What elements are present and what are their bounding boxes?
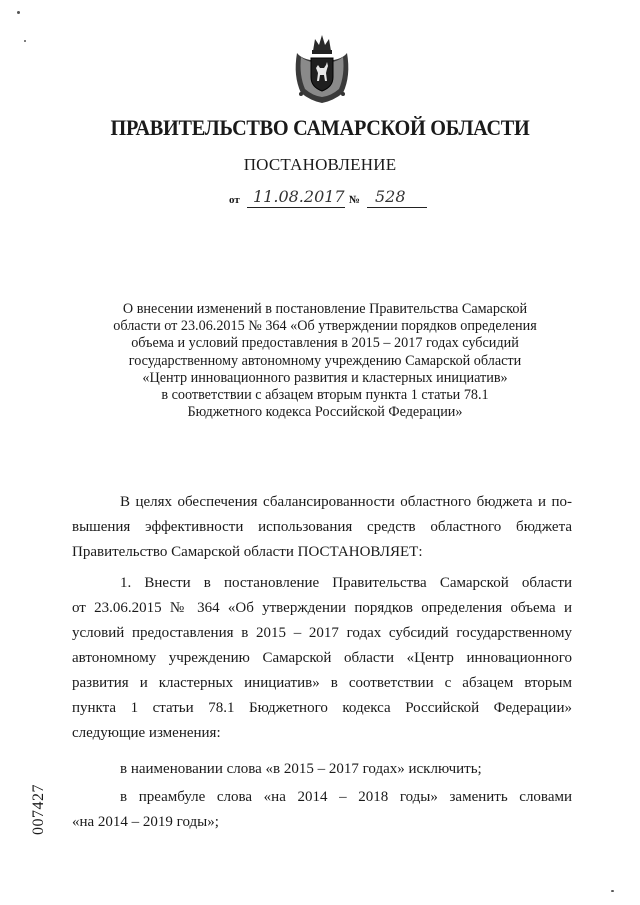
date-handwritten: 11.08.2017 [253, 187, 345, 206]
document-type: ПОСТАНОВЛЕНИЕ [243, 155, 397, 174]
subject-line: «Центр инновационного развития и кластерных инициатив» [142, 369, 508, 386]
preamble-line: вышения эффективности использования средств областного бюджета [72, 519, 572, 535]
date-prefix: от [229, 194, 240, 206]
scan-speck [17, 11, 20, 14]
number-prefix: № [349, 194, 361, 206]
date-underline [247, 207, 345, 208]
item1-line: от 23.06.2015 № 364 «Об утверждении порядков определения объема и [72, 600, 572, 616]
change2-line: «на 2014 – 2019 годы»; [72, 814, 219, 830]
item1-line: автономному учреждению Самарской области «Центр инновационного [72, 650, 572, 666]
preamble-line: В целях обеспечения сбалансированности областного бюджета и по- [120, 494, 572, 510]
preamble-line: Правительство Самарской области ПОСТАНОВЛЯЕТ: [72, 544, 423, 560]
item1-line: следующие изменения: [72, 725, 221, 741]
document-subject [80, 301, 570, 421]
government-title: ПРАВИТЕЛЬСТВО САМАРСКОЙ ОБЛАСТИ [110, 115, 530, 140]
scan-speck [611, 890, 614, 892]
subject-line: в соответствии с абзацем вторым пункта 1 статьи 78.1 [161, 387, 489, 404]
subject-line: области от 23.06.2015 № 364 «Об утверждении порядков определения [113, 318, 537, 335]
body-change-2 [72, 785, 572, 835]
item1-line: условий предоставления в 2015 – 2017 годах субсидий государственному [72, 625, 572, 641]
samara-coat-of-arms-icon [291, 31, 353, 104]
change1-line: в наименовании слова «в 2015 – 2017 годах» исключить; [120, 761, 482, 777]
item1-line: развития и кластерных инициатив» в соответствии с абзацем вторым [72, 675, 572, 691]
margin-stamp-number: 007427 [30, 784, 47, 835]
number-handwritten: 528 [375, 187, 406, 206]
subject-line: государственному автономному учреждению Самарской области [128, 352, 522, 369]
scan-speck [24, 40, 26, 42]
item1-line: пункта 1 статьи 78.1 Бюджетного кодекса Российской Федерации» [72, 700, 572, 716]
item1-line: 1. Внести в постановление Правительства Самарской области [120, 575, 572, 591]
body-preamble [72, 490, 572, 565]
body-change-1 [72, 757, 572, 782]
date-number-line [225, 187, 455, 211]
body-item-1 [72, 571, 572, 746]
change2-line: в преамбуле слова «на 2014 – 2018 годы» заменить словами [120, 789, 572, 805]
subject-line: О внесении изменений в постановление Правительства Самарской [122, 301, 528, 317]
subject-line: объема и условий предоставления в 2015 – 2017 годах субсидий [131, 335, 519, 352]
number-underline [367, 207, 427, 208]
subject-line: Бюджетного кодекса Российской Федерации» [187, 404, 463, 421]
